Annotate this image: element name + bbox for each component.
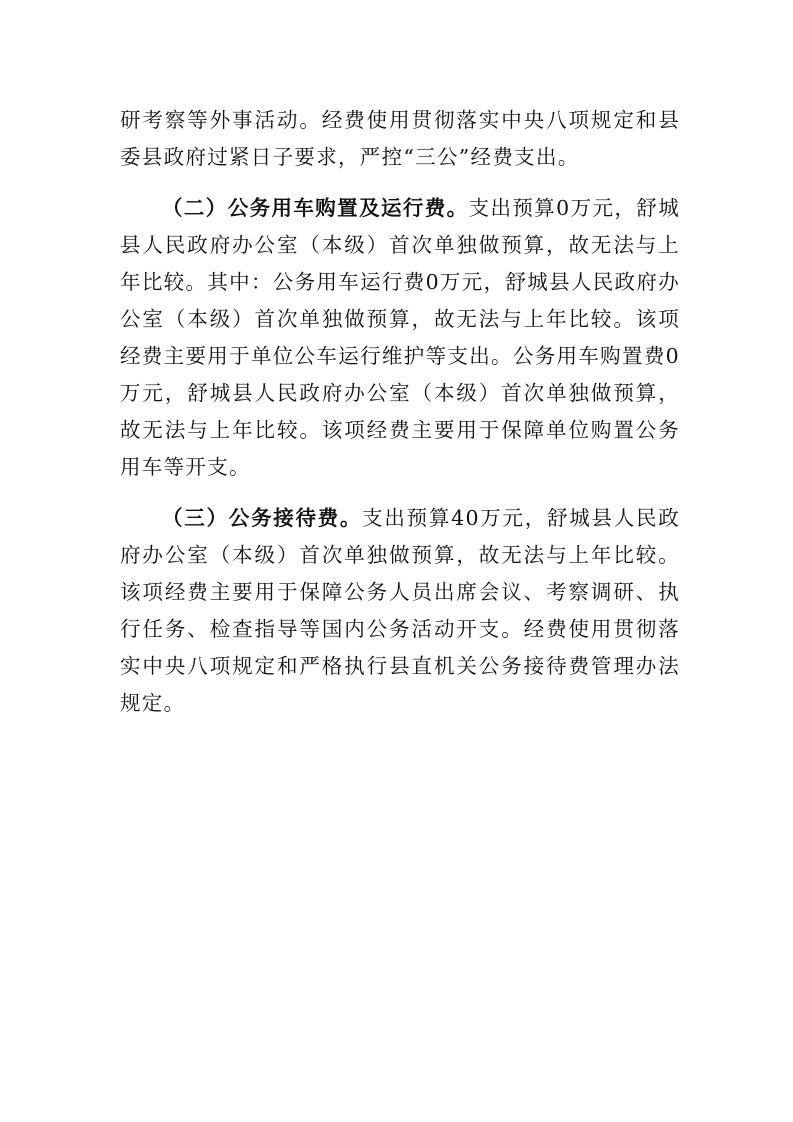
section-vehicle-body: 支出预算0万元，舒城县人民政府办公室（本级）首次单独做预算，故无法与上年比较。其中：公务用车运行费0万元，舒城县人民政府办公室（本级）首次单独做预算，故无法与上年比较。该项经费主要用于单位公车运行维护等支出。公务用车购置费0万元，舒城县人民政府办公室（本级）首次单独做预算，故无法与上年比较。该项经费主要用于保障单位购置公务用车等开支。 (120, 196, 681, 479)
section-reception-body: 支出预算40万元，舒城县人民政府办公室（本级）首次单独做预算，故无法与上年比较。该项经费主要用于保障公务人员出席会议、考察调研、执行任务、检查指导等国内公务活动开支。经费使用贯彻落实中央八项规定和严格执行县直机关公务接待费管理办法规定。 (120, 506, 680, 715)
section-vehicle-heading: （二）公务用车购置及运行费。 (162, 196, 469, 220)
section-reception-heading: （三）公务接待费。 (162, 506, 363, 530)
paragraph-continuation: 研考察等外事活动。经费使用贯彻落实中央八项规定和县委县政府过紧日子要求，严控“三公”经费支出。 (120, 108, 680, 169)
section-reception-paragraph (120, 500, 680, 722)
document-body (120, 102, 680, 736)
section-vehicle-paragraph (120, 190, 680, 486)
